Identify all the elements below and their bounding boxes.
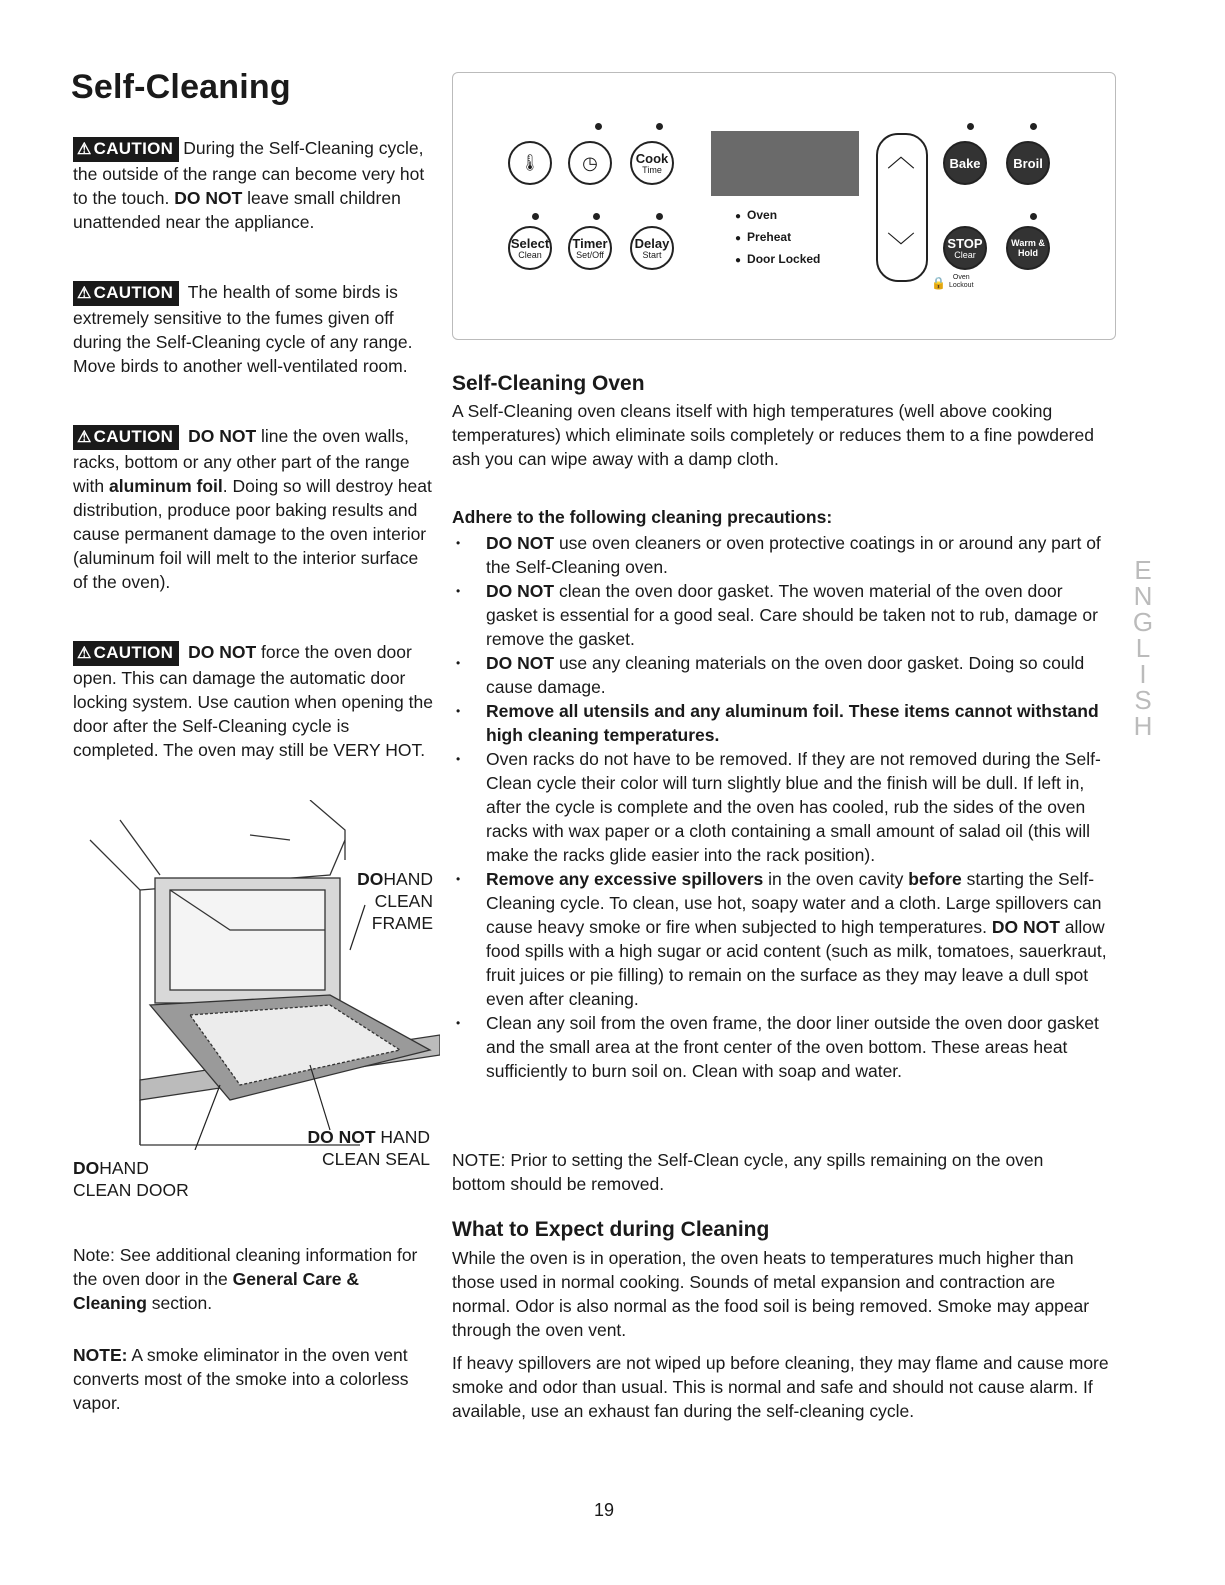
list-item: • Remove all utensils and any aluminum foil. These items cannot withstand high cleaning temperatures. (452, 699, 1117, 747)
timer-button[interactable]: Timer Set/Off (568, 226, 612, 270)
note-general-care: Note: See additional cleaning information for the oven door in the General Care & Cleaning section. (73, 1245, 418, 1313)
caution-badge: ⚠ CAUTION (73, 641, 179, 666)
caution-hot-surface: ⚠ CAUTION During the Self-Cleaning cycle, the outside of the range can become very hot to the touch. DO NOT leave small children unattended near the appliance. (73, 138, 425, 232)
label-do-not-clean-seal: DO NOT HAND CLEAN SEAL (307, 1127, 430, 1169)
oven-lockout-label: Oven Lockout (949, 274, 974, 289)
list-item: • Clean any soil from the oven frame, the door liner outside the oven door gasket and the small area at the front center of the oven bottom. These areas heat sufficiently to burn soil on. Clean with soap and water. (452, 1011, 1117, 1083)
warning-triangle-icon: ⚠ (77, 285, 92, 302)
indicator-dot (967, 123, 974, 130)
display-screen (711, 131, 859, 196)
caution-birds: ⚠ CAUTION The health of some birds is extremely sensitive to the fumes given off during the Self-Cleaning cycle of any range. Move birds to another well-ventilated room. (73, 282, 413, 376)
clock-button[interactable] (568, 141, 612, 185)
section2-paragraph-2: If heavy spillovers are not wiped up before cleaning, they may flame and cause more smoke and odor than usual. This is normal and safe and should not cause alarm. If available, use an exhaust fan during the self-cleaning cycle. (452, 1353, 1109, 1421)
warning-triangle-icon: ⚠ (77, 429, 92, 446)
indicator-dot (593, 213, 600, 220)
indicator-oven: ● Oven (735, 208, 777, 222)
caution-badge: ⚠ CAUTION (73, 281, 179, 306)
indicator-dot (1030, 123, 1037, 130)
indicator-dot (656, 213, 663, 220)
section2-paragraph-1: While the oven is in operation, the oven heats to temperatures much higher than those used in normal cooking. Sounds of metal expansion and contraction are normal. Odor is also normal as the food soil is being removed. Smoke may appear through the oven vent. (452, 1248, 1090, 1340)
indicator-dot (532, 213, 539, 220)
caution-badge: ⚠ CAUTION (73, 425, 179, 450)
bake-button[interactable]: Bake (943, 141, 987, 185)
caution-aluminum-foil: ⚠ CAUTION DO NOT line the oven walls, racks, bottom or any other part of the range with aluminum foil. Doing so will destroy heat distribution, produce poor baking results and cause permanent damage to the oven interior (aluminum foil will melt to the interior surface of the oven). (73, 426, 432, 592)
list-item: • DO NOT use any cleaning materials on the oven door gasket. Doing so could cause damage. (452, 651, 1117, 699)
label-hand-clean-frame: DOHAND CLEAN FRAME (357, 869, 433, 933)
precautions-heading: Adhere to the following cleaning precautions: (452, 507, 833, 527)
list-item: • Remove any excessive spillovers in the oven cavity before starting the Self-Cleaning cycle. To clean, use hot, soapy water and a cloth. Large spillovers can cause heavy smoke or fire when subjected to high temperatures. DO NOT allow food spills with a high sugar or acid content (such as milk, tomatoes, sauerkraut, fruit juices or pie filling) to remain on the surface as they may leave a dull spot even after cleaning. (452, 867, 1117, 1011)
warning-triangle-icon: ⚠ (77, 141, 92, 158)
precautions-list (452, 531, 1117, 1083)
caution-badge: ⚠ CAUTION (73, 137, 179, 162)
door-leader-line (195, 1085, 220, 1150)
broil-button[interactable]: Broil (1006, 141, 1050, 185)
note-smoke-eliminator: NOTE: A smoke eliminator in the oven vent converts most of the smoke into a colorless vapor. (73, 1345, 409, 1413)
control-panel (452, 72, 1116, 340)
lock-icon: 🔒 (931, 276, 946, 290)
page-title: Self-Cleaning (71, 68, 291, 106)
indicator-dot (1030, 213, 1037, 220)
section-title-what-to-expect: What to Expect during Cleaning (452, 1218, 770, 1241)
down-arrow-icon[interactable]: ﹀ (887, 231, 916, 262)
language-side-tab: ENGLISH (1128, 555, 1158, 737)
label-hand-clean-door: DOHAND CLEAN DOOR (73, 1158, 189, 1200)
select-clean-button[interactable]: Select Clean (508, 226, 552, 270)
indicator-preheat: ● Preheat (735, 230, 791, 244)
delay-start-button[interactable]: Delay Start (630, 226, 674, 270)
list-item: • DO NOT clean the oven door gasket. The woven material of the oven door gasket is essential for a good seal. Care should be taken not to rub, damage or remove the gasket. (452, 579, 1117, 651)
indicator-door-locked: ● Door Locked (735, 252, 820, 266)
thermometer-icon: 🌡 (519, 155, 541, 172)
indicator-dot (595, 123, 602, 130)
indicator-dot (656, 123, 663, 130)
warm-hold-button[interactable]: Warm & Hold (1006, 226, 1050, 270)
page-number: 19 (594, 1500, 615, 1520)
caution-force-door: ⚠ CAUTION DO NOT force the oven door open. This can damage the automatic door locking system. Use caution when opening the door after the Self-Cleaning cycle is completed. The oven may still be VERY HOT. (73, 642, 433, 760)
stop-clear-button[interactable]: STOP Clear (943, 226, 987, 270)
cook-time-button[interactable]: Cook Time (630, 141, 674, 185)
arrow-pad (876, 133, 928, 282)
warning-triangle-icon: ⚠ (77, 645, 92, 662)
section1-intro: A Self-Cleaning oven cleans itself with high temperatures (well above cooking temperatures) which eliminate soils completely or reduces them to a fine powdered ash you can wipe away with a damp cloth. (452, 401, 1094, 469)
section-title-self-cleaning-oven: Self-Cleaning Oven (452, 372, 645, 395)
clock-icon: ◷ (582, 152, 598, 173)
list-item: • DO NOT use oven cleaners or oven protective coatings in or around any part of the Self-Cleaning oven. (452, 531, 1117, 579)
up-arrow-icon[interactable]: ︿ (887, 141, 916, 172)
section1-note: NOTE: Prior to setting the Self-Clean cycle, any spills remaining on the oven bottom should be removed. (452, 1150, 1044, 1194)
oven-diagram (80, 800, 440, 1150)
temperature-probe-button[interactable] (508, 141, 552, 185)
list-item: • Oven racks do not have to be removed. If they are not removed during the Self-Clean cycle their color will turn slightly blue and the finish will be dull. If left in, after the cycle is complete and the oven has cooled, rub the sides of the oven racks with wax paper or a cloth containing a small amount of salad oil (this will make the racks glide easier into the rack position). (452, 747, 1117, 867)
